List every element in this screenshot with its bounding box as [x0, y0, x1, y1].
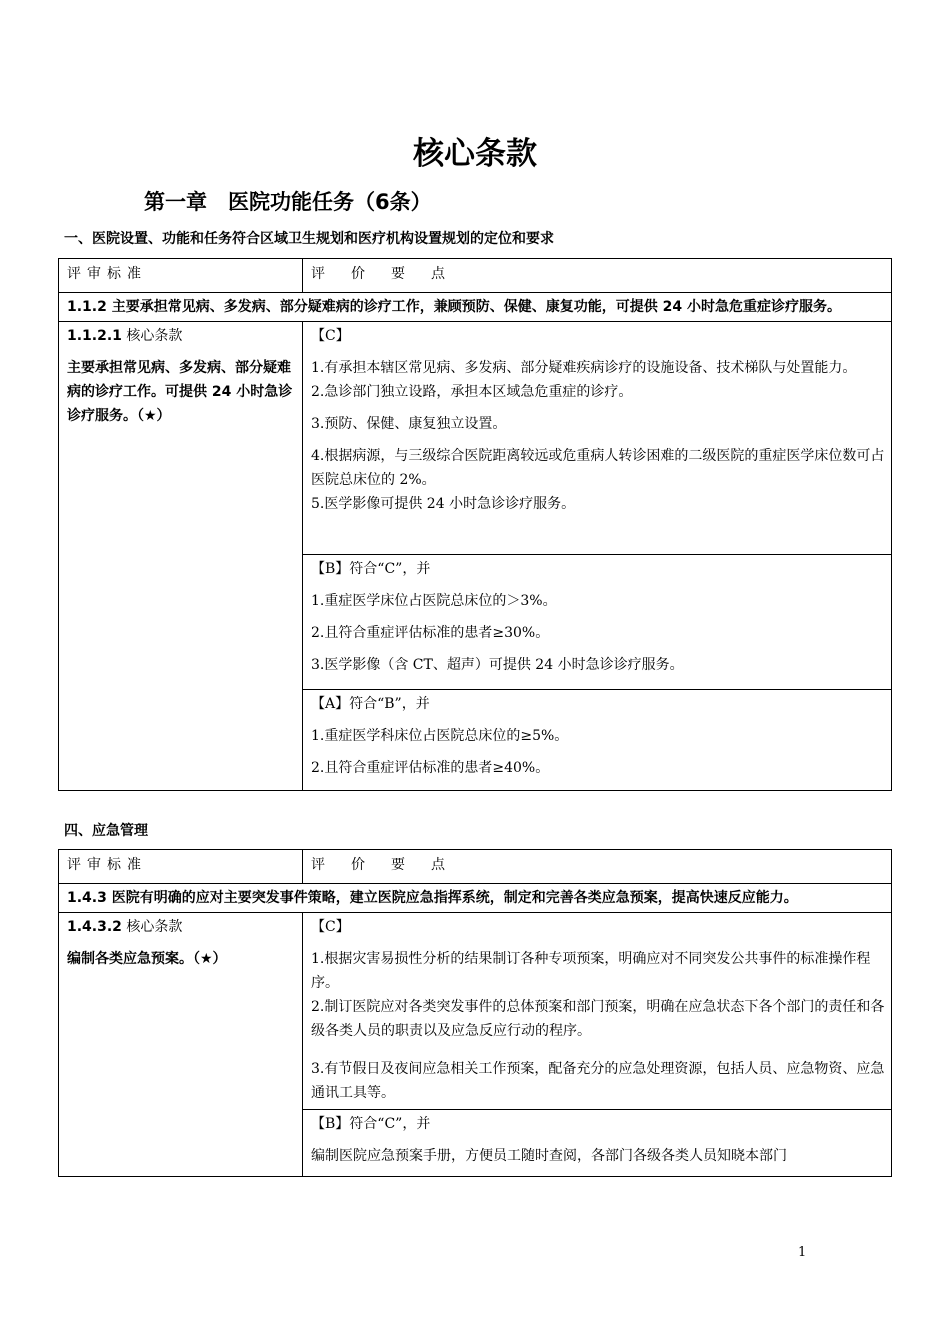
clause-code: 1.4.3.2	[67, 919, 122, 935]
column-header-points: 评 价 要 点	[303, 259, 892, 293]
grade-c-item: 3.有节假日及夜间应急相关工作预案，配备充分的应急处理资源，包括人员、应急物资、应急通讯工具等。	[311, 1061, 885, 1101]
section-heading-1: 一、医院设置、功能和任务符合区域卫生规划和医疗机构设置规划的定位和要求	[64, 231, 554, 247]
clause-code-label: 核心条款	[121, 919, 183, 935]
grade-c-cell	[303, 322, 892, 555]
grade-a-heading: 【A】符合“B”，并	[311, 696, 430, 712]
grade-b-heading: 【B】符合“C”，并	[311, 1116, 431, 1132]
grade-c-item: 2.急诊部门独立设路，承担本区域急危重症的诊疗。	[311, 384, 633, 400]
grade-c-heading: 【C】	[311, 919, 350, 935]
grade-b-item: 1.重症医学床位占医院总床位的＞3%。	[311, 593, 557, 609]
grade-c-heading: 【C】	[311, 328, 350, 344]
section-heading-2: 四、应急管理	[64, 823, 148, 839]
grade-b-cell	[303, 1110, 892, 1177]
grade-b-item: 编制医院应急预案手册，方便员工随时查阅，各部门各级各类人员知晓本部门	[311, 1148, 787, 1164]
grade-c-item: 2.制订医院应对各类突发事件的总体预案和部门预案，明确在应急状态下各个部门的责任和各级各类人员的职责以及应急反应行动的程序。	[311, 999, 885, 1039]
standard-row: 1.1.2 主要承担常见病、多发病、部分疑难病的诊疗工作，兼顾预防、保健、康复功能，可提供 24 小时急危重症诊疗服务。	[59, 293, 892, 322]
grade-a-item: 1.重症医学科床位占医院总床位的≥5%。	[311, 728, 569, 744]
clause-cell	[59, 913, 303, 1177]
grade-a-item: 2.且符合重症评估标准的患者≥40%。	[311, 760, 550, 776]
page-number: 1	[798, 1245, 807, 1260]
clause-code: 1.1.2.1	[67, 328, 122, 344]
clause-code-label: 核心条款	[121, 328, 183, 344]
grade-a-cell	[303, 690, 892, 791]
grade-b-cell	[303, 555, 892, 690]
document-title: 核心条款	[413, 136, 537, 172]
standard-row: 1.4.3 医院有明确的应对主要突发事件策略，建立医院应急指挥系统，制定和完善各类应急预案，提高快速反应能力。	[59, 884, 892, 913]
grade-c-item: 5.医学影像可提供 24 小时急诊诊疗服务。	[311, 496, 576, 512]
grade-c-item: 1.根据灾害易损性分析的结果制订各种专项预案，明确应对不同突发公共事件的标准操作程序。	[311, 951, 871, 991]
grade-c-item: 3.预防、保健、康复独立设置。	[311, 416, 507, 432]
grade-c-cell	[303, 913, 892, 1110]
column-header-standard: 评审标准	[59, 850, 303, 884]
clause-code-line	[67, 324, 296, 348]
column-header-standard: 评审标准	[59, 259, 303, 293]
clause-text: 主要承担常见病、多发病、部分疑难病的诊疗工作。可提供 24 小时急诊诊疗服务。（★）	[67, 360, 293, 424]
grade-c-item: 1.有承担本辖区常见病、多发病、部分疑难疾病诊疗的设施设备、技术梯队与处置能力。	[311, 360, 857, 376]
standards-table-2	[58, 849, 892, 1177]
clause-code-line	[67, 915, 296, 939]
clause-cell	[59, 322, 303, 791]
clause-text: 编制各类应急预案。（★）	[67, 951, 227, 967]
grade-b-heading: 【B】符合“C”，并	[311, 561, 431, 577]
grade-b-item: 3.医学影像（含 CT、超声）可提供 24 小时急诊诊疗服务。	[311, 657, 684, 673]
grade-b-item: 2.且符合重症评估标准的患者≥30%。	[311, 625, 550, 641]
standards-table-1	[58, 258, 892, 791]
chapter-heading: 第一章 医院功能任务（6条）	[144, 190, 432, 214]
grade-c-item: 4.根据病源，与三级综合医院距离较远或危重病人转诊困难的二级医院的重症医学床位数可占医院总床位的 2%。	[311, 448, 885, 488]
column-header-points: 评 价 要 点	[303, 850, 892, 884]
